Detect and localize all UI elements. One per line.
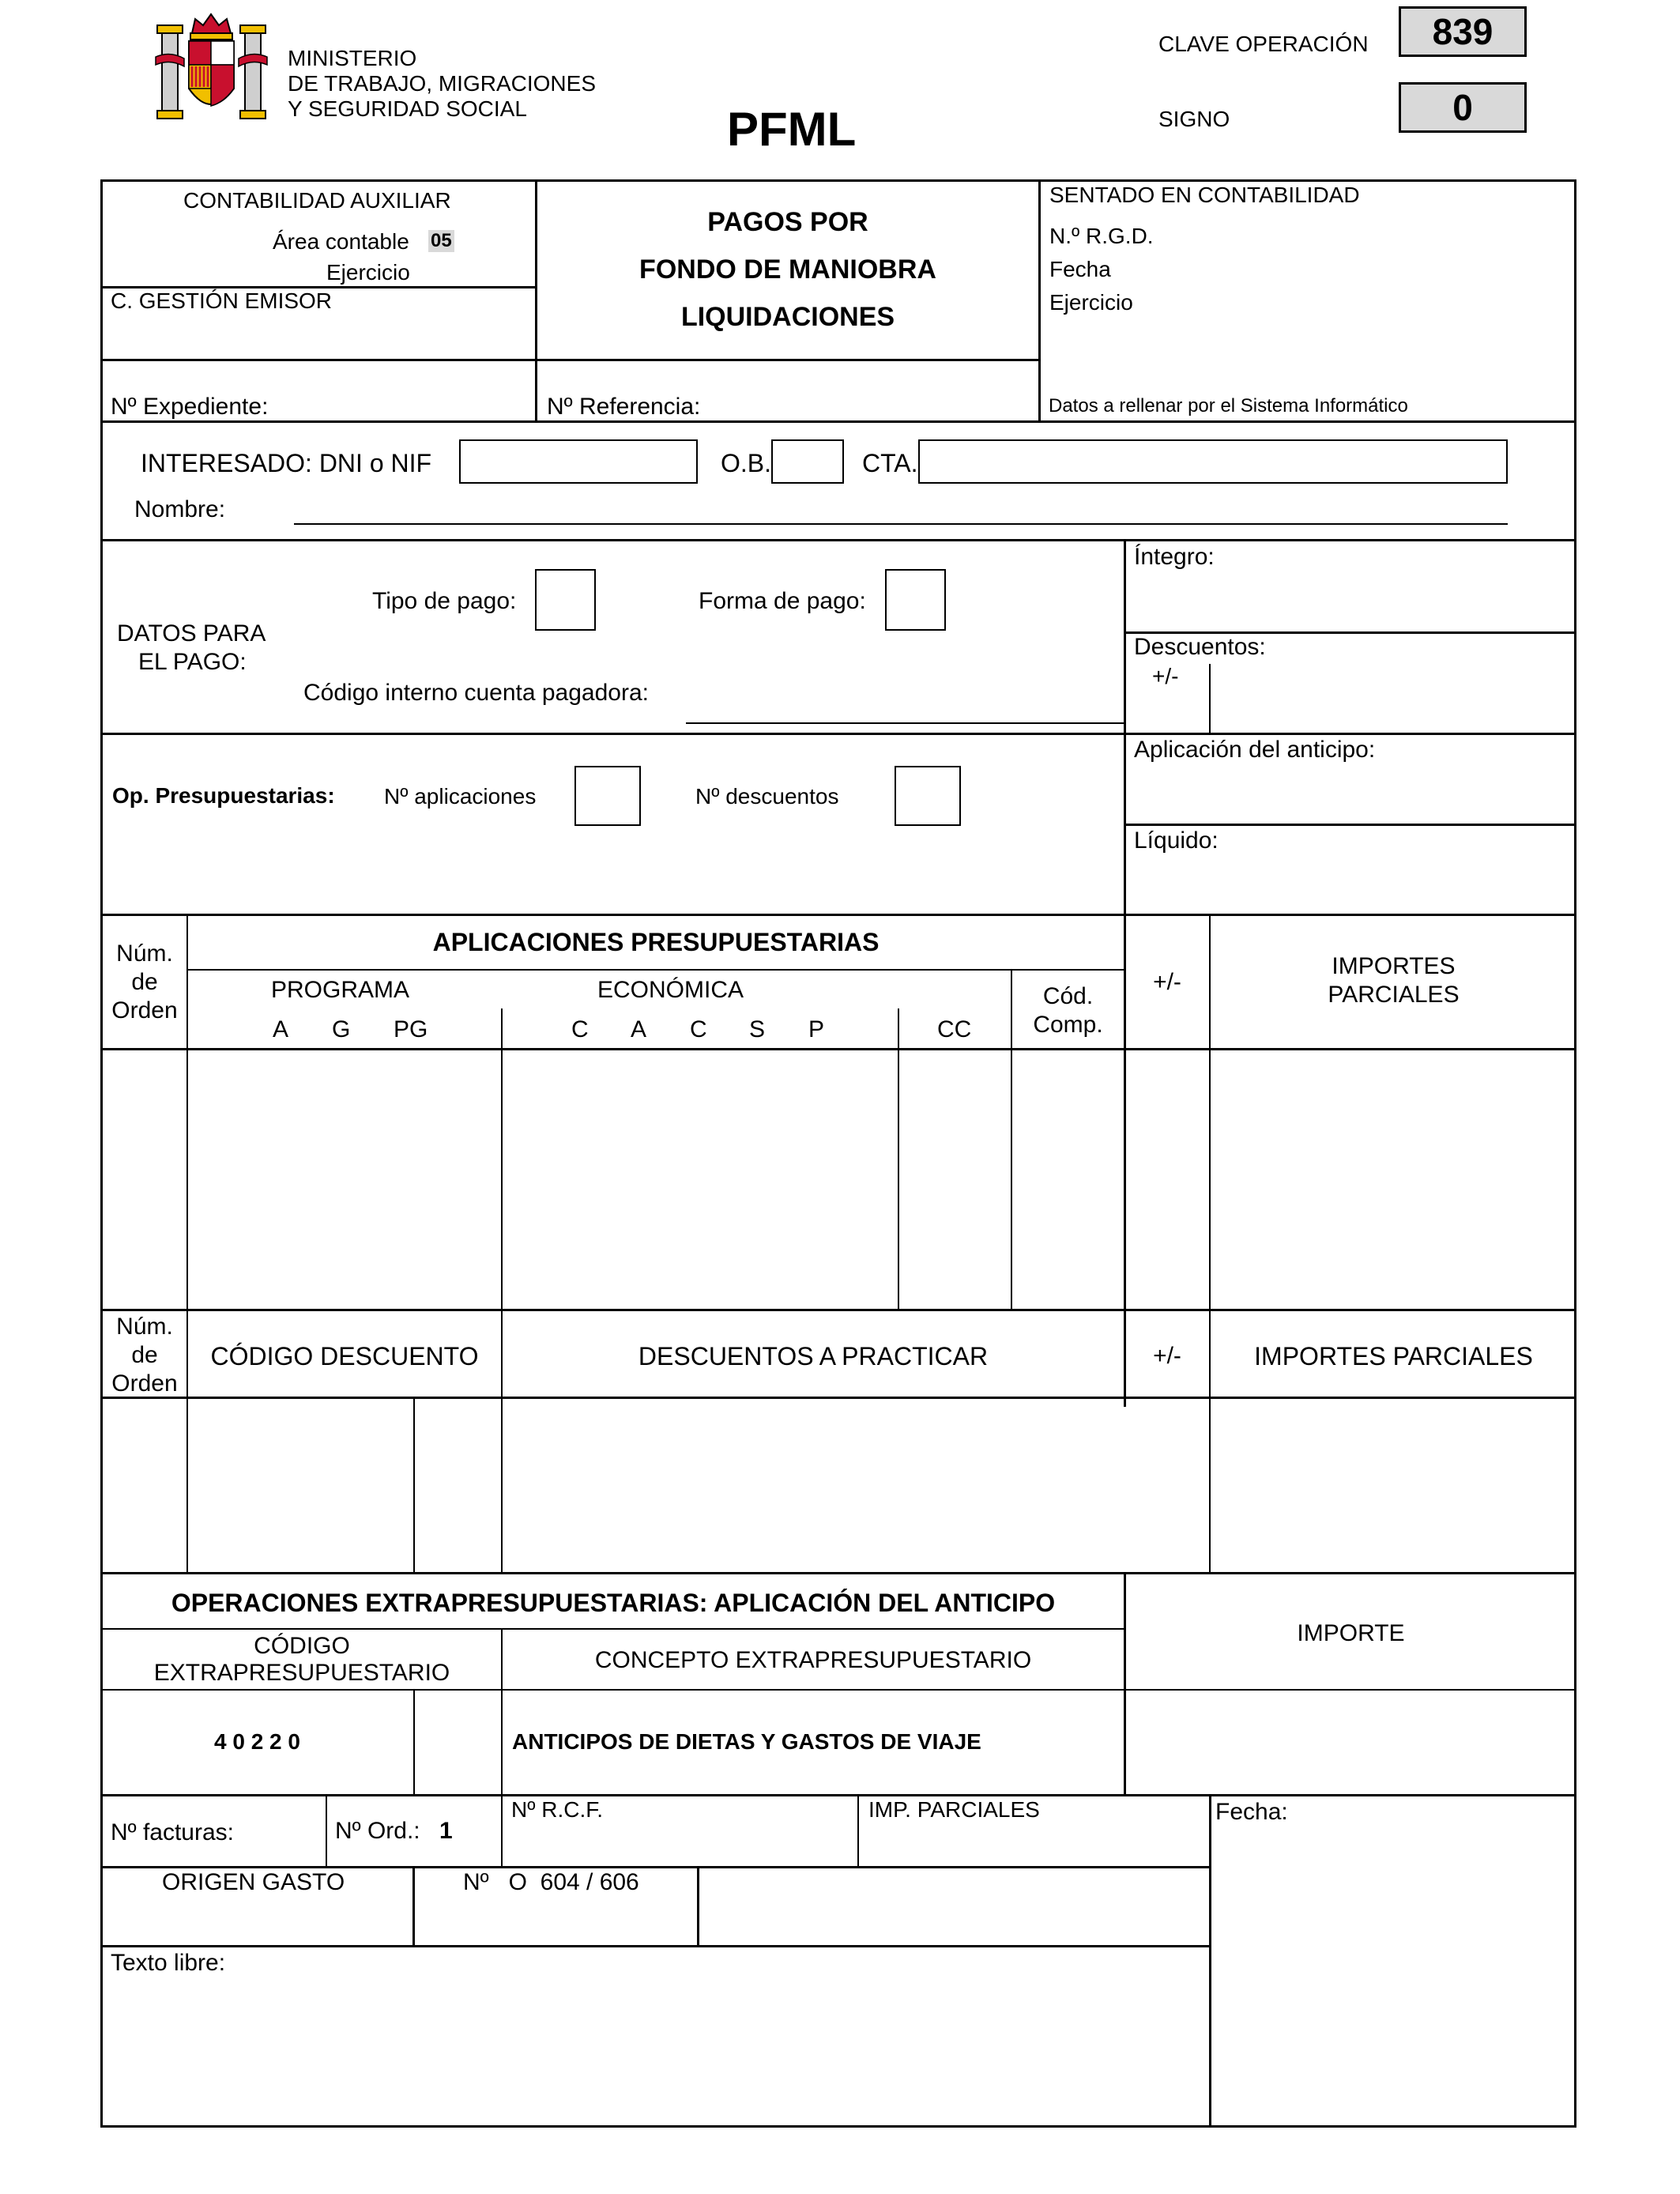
cod-comp-1: Cód. xyxy=(1042,983,1094,1009)
signo-value: 0 xyxy=(1399,82,1527,133)
concepto-extra-label: CONCEPTO EXTRAPRESUPUESTARIO xyxy=(594,1647,1032,1673)
prog-col-a: A xyxy=(273,1016,289,1042)
ministry-line2: DE TRABAJO, MIGRACIONES xyxy=(288,71,596,96)
aplicaciones-title: APLICACIONES PRESUPUESTARIAS xyxy=(432,928,880,956)
codigo-extra-2: EXTRAPRESUPUESTARIO xyxy=(153,1660,450,1686)
dni-input[interactable] xyxy=(459,439,698,484)
n-ord-value: 1 xyxy=(439,1818,453,1844)
nrgd-label: N.º R.G.D. xyxy=(1049,224,1154,248)
ministry-line1: MINISTERIO xyxy=(288,46,417,70)
descuentos-plus-minus: +/- xyxy=(1152,664,1179,688)
extrapresupuestarias-title: OPERACIONES EXTRAPRESUPUESTARIAS: APLICACIÓN DEL ANTICIPO xyxy=(171,1589,1056,1617)
ob-label: O.B. xyxy=(721,449,772,477)
desc-num-orden-2: de xyxy=(131,1342,158,1368)
codigo-cuenta-label: Código interno cuenta pagadora: xyxy=(303,680,649,706)
area-contable-value: 05 xyxy=(428,230,454,252)
econ-col-c1: C xyxy=(571,1016,589,1042)
importes-2: PARCIALES xyxy=(1328,982,1460,1008)
cod-comp-2: Comp. xyxy=(1033,1012,1103,1038)
codigo-cuenta-input[interactable] xyxy=(686,722,1124,724)
title-line3: LIQUIDACIONES xyxy=(680,302,895,332)
integro-label: Íntegro: xyxy=(1134,544,1215,570)
datos-pago-line1: DATOS PARA xyxy=(117,620,266,647)
aplicacion-anticipo-label: Aplicación del anticipo: xyxy=(1134,737,1376,763)
fecha-label: Fecha xyxy=(1049,257,1111,281)
n-descuentos-label: Nº descuentos xyxy=(695,784,839,809)
n-ord-label: Nº Ord.: xyxy=(335,1818,420,1844)
ob-input[interactable] xyxy=(771,439,844,484)
descuentos-label: Descuentos: xyxy=(1134,634,1266,660)
gestion-emisor: C. GESTIÓN EMISOR xyxy=(111,288,333,313)
desc-num-orden-3: Orden xyxy=(111,1370,178,1397)
datos-pago-line2: EL PAGO: xyxy=(138,649,247,675)
title-line1: PAGOS POR xyxy=(707,207,868,237)
ejercicio2-label: Ejercicio xyxy=(1049,290,1133,315)
signo-label: SIGNO xyxy=(1158,107,1230,131)
op-presupuestarias-label: Op. Presupuestarias: xyxy=(112,783,335,808)
economica-label: ECONÓMICA xyxy=(597,977,744,1003)
sentado-contabilidad: SENTADO EN CONTABILIDAD xyxy=(1049,183,1360,207)
n-descuentos-input[interactable] xyxy=(895,766,961,826)
descuentos-practicar-label: DESCUENTOS A PRACTICAR xyxy=(638,1342,989,1370)
spain-coat-of-arms-icon xyxy=(154,9,269,128)
codigo-extra-value: 4 0 2 2 0 xyxy=(214,1729,300,1754)
aplic-num-orden-1: Núm. xyxy=(116,941,173,967)
clave-operacion-value: 839 xyxy=(1399,6,1527,57)
cc-label: CC xyxy=(937,1016,972,1042)
ejercicio-label: Ejercicio xyxy=(326,260,410,285)
econ-col-a: A xyxy=(631,1016,647,1042)
sistema-note: Datos a rellenar por el Sistema Informático xyxy=(1049,395,1408,417)
importes-1: IMPORTES xyxy=(1332,953,1456,979)
dni-label: INTERESADO: DNI o NIF xyxy=(141,449,432,477)
n-aplicaciones-label: Nº aplicaciones xyxy=(384,784,537,809)
forma-pago-label: Forma de pago: xyxy=(699,588,866,614)
texto-libre-label: Texto libre: xyxy=(111,1950,226,1976)
cta-input[interactable] xyxy=(918,439,1508,484)
n-aplicaciones-input[interactable] xyxy=(574,766,641,826)
origen-gasto-value: Nº O 604 / 606 xyxy=(463,1869,639,1895)
desc-importes-label: IMPORTES PARCIALES xyxy=(1254,1342,1533,1370)
econ-col-s: S xyxy=(749,1016,766,1042)
origen-gasto-label: ORIGEN GASTO xyxy=(162,1869,345,1895)
nombre-label: Nombre: xyxy=(134,496,226,522)
tipo-pago-input[interactable] xyxy=(535,569,596,631)
econ-col-c2: C xyxy=(690,1016,707,1042)
facturas-label: Nº facturas: xyxy=(111,1819,235,1845)
programa-label: PROGRAMA xyxy=(271,977,410,1003)
ministry-line3: Y SEGURIDAD SOCIAL xyxy=(288,96,527,121)
title-line2: FONDO DE MANIOBRA xyxy=(639,254,936,285)
prog-col-pg: PG xyxy=(394,1016,428,1042)
forma-pago-input[interactable] xyxy=(885,569,946,631)
contabilidad-auxiliar: CONTABILIDAD AUXILIAR xyxy=(183,188,451,213)
prog-col-g: G xyxy=(332,1016,351,1042)
importe-label: IMPORTE xyxy=(1297,1620,1405,1646)
aplic-num-orden-3: Orden xyxy=(111,997,178,1023)
desc-num-orden-1: Núm. xyxy=(116,1314,173,1340)
codigo-descuento-label: CÓDIGO DESCUENTO xyxy=(210,1342,479,1370)
referencia-label: Nº Referencia: xyxy=(547,394,701,420)
nombre-input[interactable] xyxy=(294,523,1508,525)
clave-operacion-label: CLAVE OPERACIÓN xyxy=(1158,32,1369,56)
area-contable-label: Área contable xyxy=(273,229,409,254)
nrcf-label: Nº R.C.F. xyxy=(511,1797,604,1822)
cta-label: CTA. xyxy=(862,449,918,477)
fecha-bottom-label: Fecha: xyxy=(1215,1799,1288,1825)
form-code: PFML xyxy=(727,103,857,156)
liquido-label: Líquido: xyxy=(1134,827,1219,854)
codigo-extra-1: CÓDIGO xyxy=(254,1633,350,1659)
aplic-plus-minus: +/- xyxy=(1153,969,1181,995)
tipo-pago-label: Tipo de pago: xyxy=(372,588,517,614)
desc-plus-minus: +/- xyxy=(1153,1343,1181,1369)
concepto-extra-value: ANTICIPOS DE DIETAS Y GASTOS DE VIAJE xyxy=(512,1729,981,1754)
expediente-label: Nº Expediente: xyxy=(111,394,269,420)
aplic-num-orden-2: de xyxy=(131,969,158,995)
imp-parciales-label: IMP. PARCIALES xyxy=(868,1797,1040,1822)
econ-col-p: P xyxy=(808,1016,825,1042)
